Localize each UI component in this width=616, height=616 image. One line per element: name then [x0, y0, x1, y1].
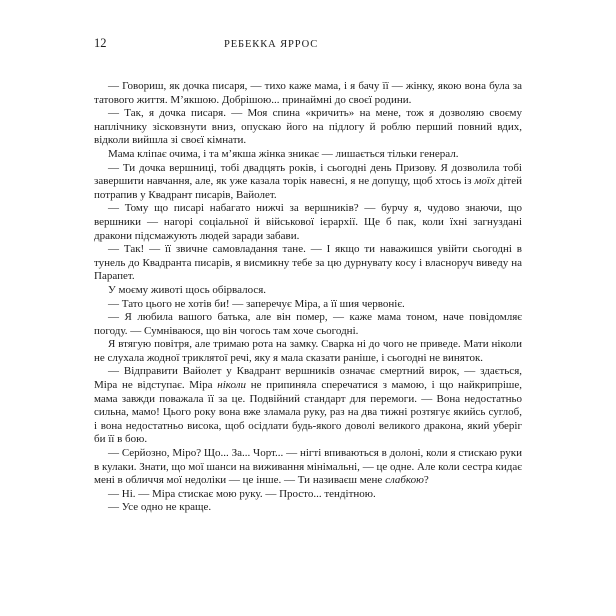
paragraph	[94, 162, 522, 203]
paragraph	[94, 501, 522, 515]
paragraph	[94, 148, 522, 162]
text-segment: Я втягую повітря, але тримаю рота на замку. Сварка ні до чого не приведе. Мати ніколи не слухала жодної триклятої речі, яку я мала сказати раніше, і сьогодні не виняток.	[94, 338, 522, 364]
paragraph	[94, 80, 522, 107]
italic-text: моїх	[474, 175, 495, 188]
text-segment: — Я любила вашого батька, але він помер, — каже мама тоном, наче повідомляє погоду. — Сумніваюся, що він чогось там хоче сьогодні.	[94, 311, 522, 337]
text-segment: — Ні. — Міра стискає мою руку. — Просто... тендітною.	[108, 487, 376, 500]
body-text	[94, 80, 522, 515]
text-segment: У моєму животі щось обірвалося.	[108, 283, 267, 296]
paragraph	[94, 311, 522, 338]
text-segment: Мама кліпає очима, і та м’якша жінка зникає — лишається тільки генерал.	[108, 147, 459, 160]
paragraph	[94, 107, 522, 148]
text-segment: — Ти дочка вершниці, тобі двадцять років, і сьогодні день Призову. Я дозволила тобі завершити навчання, але, як уже казала торік навесні, я не допущу, щоб хтось із	[94, 161, 522, 188]
italic-text: слабкою	[385, 474, 424, 487]
paragraph	[94, 447, 522, 488]
text-segment: — Тато цього не хотів би! — заперечує Міра, а її шия червоніє.	[108, 297, 405, 310]
page-number: 12	[94, 36, 107, 50]
page-header	[94, 36, 522, 56]
text-segment: — Усе одно не краще.	[108, 501, 212, 514]
paragraph	[94, 365, 522, 447]
paragraph	[94, 284, 522, 298]
paragraph	[94, 298, 522, 312]
text-segment: — Тому що писарі набагато нижчі за вершників? — бурчу я, чудово знаючи, що вершники — нагорі соціальної й військової ієрархії. Ще б пак, коли їхні загнуздані дракони підсмажують людей заради забави.	[94, 202, 522, 242]
text-segment: — Відправити Вайолет у Квадрант вершників означає смертний вирок, — здається, Міра не відступає. Міра	[94, 365, 522, 392]
paragraph	[94, 338, 522, 365]
text-segment: — Так, я дочка писаря. — Моя спина «кричить» на мене, тож я дозволяю своєму наплічнику зісковзнути вниз, опускаю його на підлогу й роблю перший повний вдих, відколи вийшла зі своєї кімнати.	[94, 107, 522, 147]
text-segment: не припиняла сперечатися з мамою, і що найкрипріше, мама завжди поважала її за це. Подвійний стандарт для перемоги. — Вона недостатньо сильна, мамо! Цього року вона вже зламала руку, раз на два тижні розтягує якийсь суглоб, і вона недостатньо висока, щоб осідлати будь-якого доволі великого дракона, який уберіг би її в бою.	[94, 379, 522, 446]
paragraph	[94, 488, 522, 502]
text-segment: — Так! — її звичне самовладання тане. — І якщо ти наважишся увійти сьогодні в тунель до Квадранта писарів, я висмикну тебе за цю дурнувату косу і власноруч виведу на Парапет.	[94, 243, 522, 283]
paragraph	[94, 243, 522, 284]
italic-text: ніколи	[217, 379, 247, 392]
text-segment: — Серйозно, Міро? Що... За... Чорт... — нігті впиваються в долоні, коли я стискаю руки в кулаки. Знати, що мої шанси на виживання мінімальні, — це одне. Але коли сестра кидає мені в обличчя мої недоліки — це інше. — Ти називаєш мене	[94, 447, 522, 487]
running-head: РЕБЕККА ЯРРОС	[224, 39, 319, 50]
text-segment: ?	[423, 474, 429, 487]
paragraph	[94, 202, 522, 243]
text-segment: дітей потрапив у Квадрант писарів, Вайолет.	[94, 175, 522, 201]
text-segment: — Говориш, як дочка писаря, — тихо каже мама, і я бачу її — жінку, якою вона була за татового життя. М’якшою. Добрішою... принаймні до своєї родини.	[94, 80, 522, 106]
